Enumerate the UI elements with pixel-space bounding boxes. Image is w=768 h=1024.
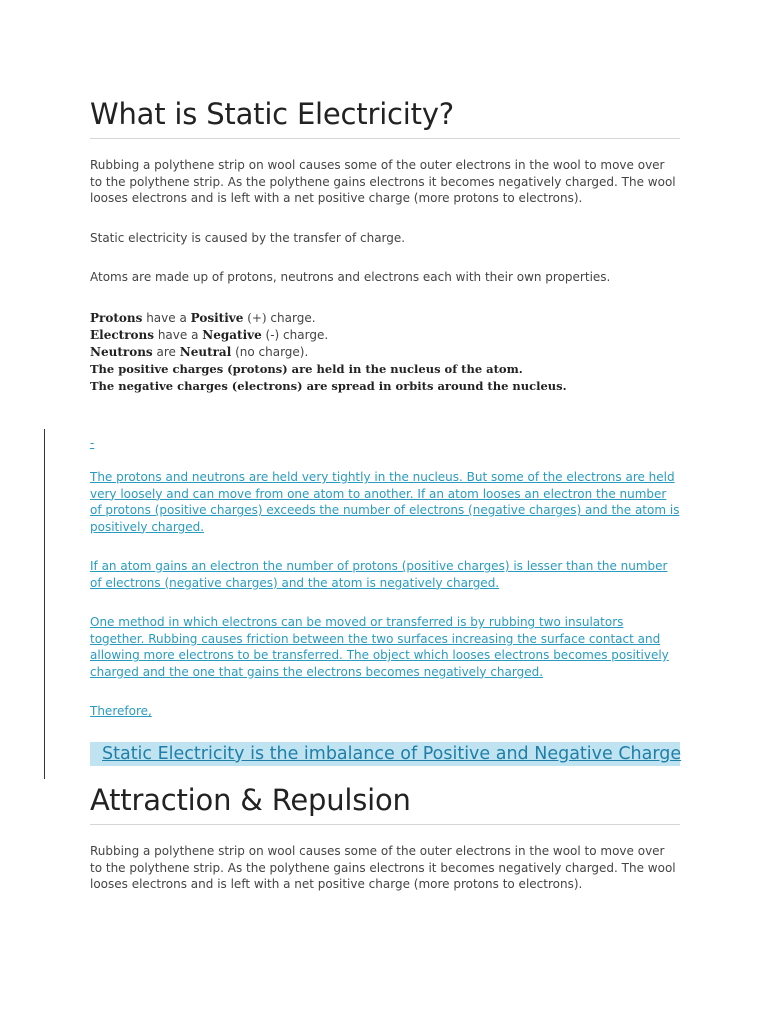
electrons-charge: Negative: [202, 328, 262, 342]
rubbing-method-link-paragraph[interactable]: One method in which electrons can be moved or transferred is by rubbing two insulators together. Rubbing causes friction between the two surfaces increasing the surface contact and allowing more electrons to be transferred. The object which looses electrons becomes positively charged and the one that gains the electrons becomes negatively charged.: [90, 615, 669, 679]
electrons-term: Electrons: [90, 328, 154, 342]
page-title: What is Static Electricity?: [90, 96, 680, 139]
electrons-definition: [90, 327, 680, 344]
negative-charges-line: The negative charges (electrons) are spread in orbits around the nucleus.: [90, 379, 567, 393]
intro-paragraph: Rubbing a polythene strip on wool causes some of the outer electrons in the wool to move over to the polythene strip. As the polythene gains electrons it becomes negatively charged. The wool looses electrons and is left with a net positive charge (more protons to electrons).: [90, 158, 676, 205]
neutrons-definition: [90, 344, 680, 361]
protons-definition: [90, 310, 680, 327]
positive-charges-line: The positive charges (protons) are held in the nucleus of the atom.: [90, 362, 523, 376]
particle-definitions: [90, 310, 680, 395]
protons-neutrons-link-paragraph[interactable]: The protons and neutrons are held very tightly in the nucleus. But some of the electrons are held very loosely and can move from one atom to another. If an atom looses an electron the number of protons (positive charges) exceeds the number of electrons (negative charges) and the atom is positively charged.: [90, 470, 680, 534]
neutrons-mid: are: [152, 345, 180, 359]
electrons-end: (-) charge.: [261, 328, 329, 342]
attraction-intro-paragraph: Rubbing a polythene strip on wool causes some of the outer electrons in the wool to move over to the polythene strip. As the polythene gains electrons it becomes negatively charged. The wool looses electrons and is left with a net positive charge (more protons to electrons).: [90, 844, 676, 891]
definition-highlight: [90, 742, 680, 766]
atom-gains-link-paragraph[interactable]: If an atom gains an electron the number of protons (positive charges) is lesser than the number of electrons (negative charges) and the atom is negatively charged.: [90, 559, 668, 590]
definition-highlight-link[interactable]: Static Electricity is the imbalance of Positive and Negative Charge: [102, 744, 682, 764]
protons-symbol: (+): [243, 311, 267, 325]
protons-mid: have a: [142, 311, 191, 325]
cause-paragraph: Static electricity is caused by the transfer of charge.: [90, 231, 406, 245]
section-title-attraction: Attraction & Repulsion: [90, 782, 680, 825]
neutrons-charge: Neutral: [179, 345, 232, 359]
therefore-link[interactable]: Therefore,: [90, 704, 152, 718]
atoms-paragraph: Atoms are made up of protons, neutrons and electrons each with their own properties.: [90, 270, 611, 284]
dash-link[interactable]: -: [90, 436, 95, 450]
protons-charge: Positive: [190, 311, 244, 325]
electrons-mid: have a: [154, 328, 203, 342]
neutrons-end: (no charge).: [231, 345, 309, 359]
margin-change-bar: [44, 429, 45, 779]
protons-term: Protons: [90, 311, 143, 325]
neutrons-term: Neutrons: [90, 345, 153, 359]
protons-end: charge.: [266, 311, 316, 325]
